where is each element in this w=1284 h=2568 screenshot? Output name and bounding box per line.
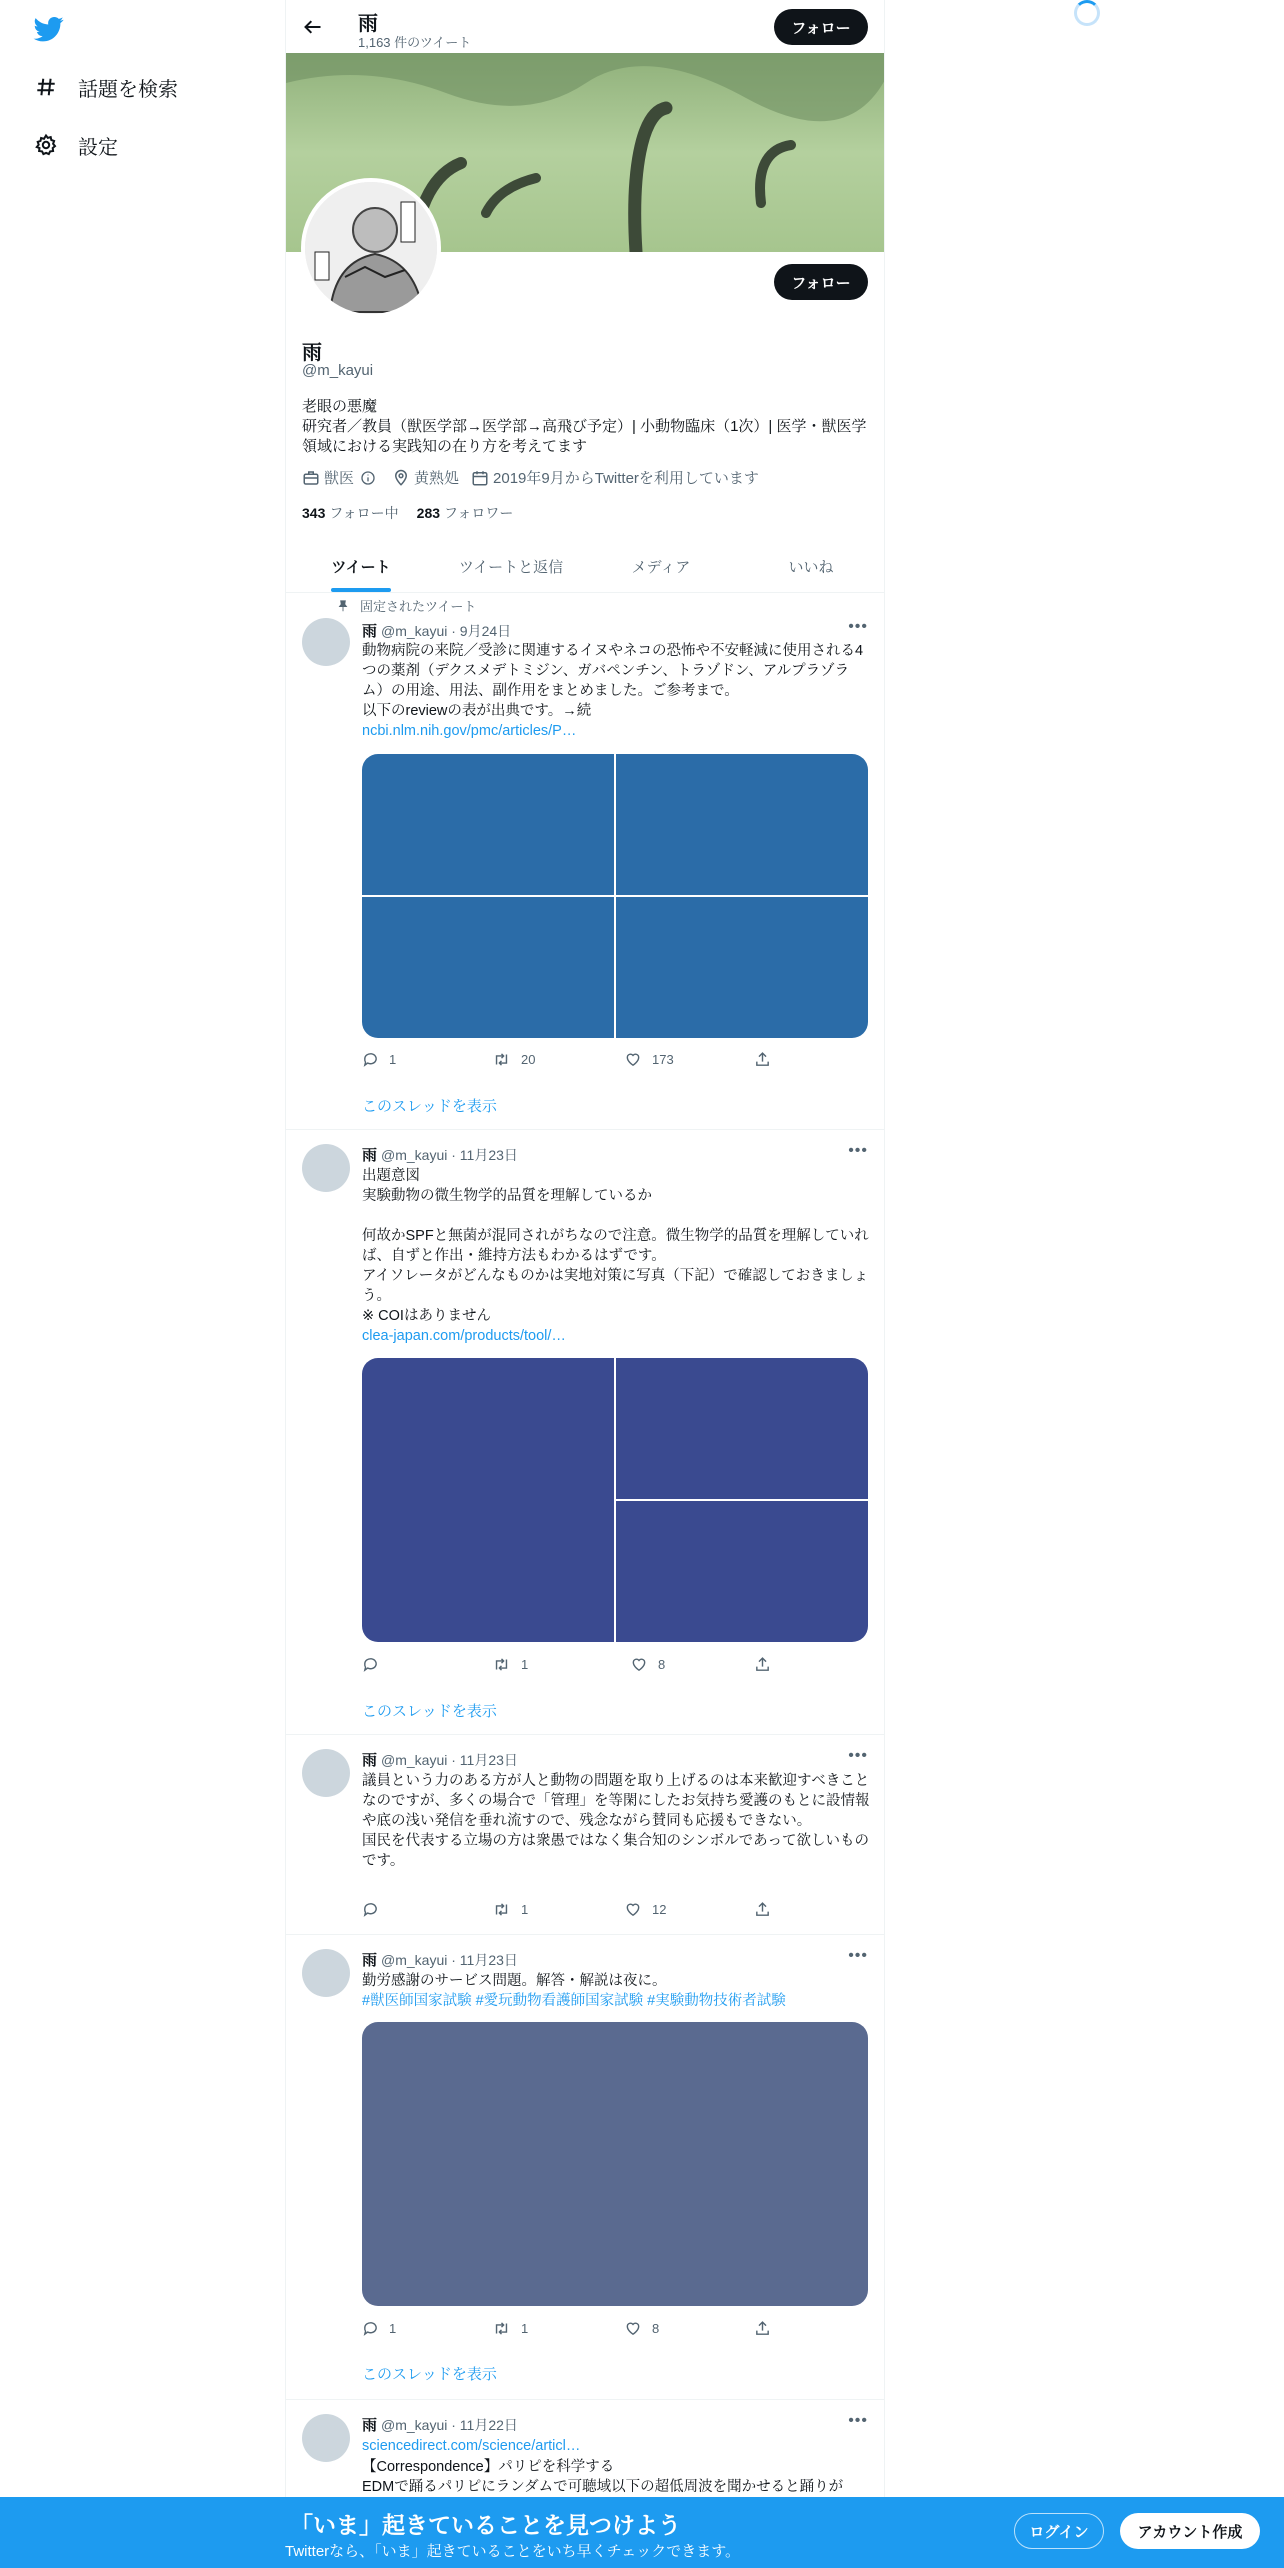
followers-count: 283 xyxy=(416,505,441,521)
tweet-image[interactable] xyxy=(362,754,614,895)
tweet-link[interactable]: sciencedirect.com/science/articl… xyxy=(362,2438,581,2454)
bio-line-2: 研究者／教員（獣医学部→医学部→高飛び予定）| 小動物臨床（1次）| 医学・獣医学領域における実践知の在り方を考えてます xyxy=(302,418,867,455)
tweet-header xyxy=(362,1949,518,1970)
share-button[interactable] xyxy=(754,1051,781,1068)
tab-likes[interactable]: いいね xyxy=(788,558,834,576)
retweet-count: 20 xyxy=(521,1052,536,1067)
tweet-image[interactable] xyxy=(616,1501,868,1642)
bio-line-1: 老眼の悪魔 xyxy=(302,398,378,415)
tweet-actions xyxy=(362,1901,802,1921)
profile-name: 雨 xyxy=(302,342,322,364)
nav-explore-label: 話題を検索 xyxy=(78,78,178,101)
tweet-author-handle[interactable]: @m_kayui xyxy=(381,623,448,639)
gear-icon xyxy=(34,133,58,157)
tweet[interactable] xyxy=(286,1935,885,2400)
tweet-avatar[interactable] xyxy=(302,2414,350,2462)
tweet-hashtags[interactable]: #獣医師国家試験 #愛玩動物看護師国家試験 #実験動物技術者試験 xyxy=(362,1993,786,2009)
more-options-icon[interactable]: ••• xyxy=(848,2412,868,2429)
nav-settings-label: 設定 xyxy=(78,136,118,159)
retweet-button[interactable] xyxy=(492,1051,535,1068)
tweet-actions xyxy=(362,1656,802,1676)
reply-button[interactable] xyxy=(362,1656,389,1673)
calendar-icon xyxy=(471,469,489,487)
like-count: 12 xyxy=(652,1902,667,1917)
tweet-link[interactable]: ncbi.nlm.nih.gov/pmc/articles/P… xyxy=(362,723,577,739)
hashtag-icon xyxy=(34,75,58,99)
like-count: 8 xyxy=(658,1657,666,1672)
loading-spinner-icon xyxy=(1074,0,1100,26)
login-button[interactable]: ログイン xyxy=(1014,2513,1104,2549)
signup-banner-title: 「いま」起きていることを見つけよう xyxy=(290,2512,681,2538)
more-options-icon[interactable]: ••• xyxy=(848,1947,868,1964)
profile-follow-stats xyxy=(302,503,531,523)
tab-tweets-and-replies[interactable]: ツイートと返信 xyxy=(458,558,564,576)
retweet-button[interactable] xyxy=(492,1901,528,1918)
tweet-media-grid xyxy=(362,754,868,1038)
show-thread-link[interactable]: このスレッドを表示 xyxy=(362,1703,497,1720)
reply-icon xyxy=(362,1901,379,1918)
tweet-avatar[interactable] xyxy=(302,1144,350,1192)
tweet-text: 動物病院の来院／受診に関連するイヌやネコの恐怖や不安軽減に使用される4つの薬剤（デクスメデトミジン、ガバペンチン、トラゾドン、アルプラゾラム）の用途、用法、副作用をまとめました。ご参考まで。 以下のreviewの表が出典です。→続 xyxy=(362,643,864,719)
like-button[interactable] xyxy=(630,1656,665,1673)
twitter-logo-icon[interactable] xyxy=(32,14,66,44)
profile-location xyxy=(392,467,459,488)
tab-media[interactable]: メディア xyxy=(631,558,691,576)
tweet-image[interactable] xyxy=(362,897,614,1038)
tweet-header xyxy=(362,1144,518,1165)
tweet-link[interactable]: clea-japan.com/products/tool/… xyxy=(362,1328,566,1344)
profile-follow-button[interactable]: フォロー xyxy=(774,264,868,300)
location-pin-icon xyxy=(392,469,410,487)
profile-joined-text: 2019年9月からTwitterを利用しています xyxy=(493,470,759,487)
tweet-avatar[interactable] xyxy=(302,1949,350,1997)
tweet-media-grid xyxy=(362,2022,868,2306)
profile-category xyxy=(302,467,380,488)
tweet-image[interactable] xyxy=(616,897,868,1038)
more-options-icon[interactable]: ••• xyxy=(848,1142,868,1159)
share-button[interactable] xyxy=(754,2320,781,2337)
tweet-date[interactable]: · 11月22日 xyxy=(451,2417,518,2433)
tweet-text: 【Correspondence】パリピを科学する EDMで踊るパリピにランダムで可聴域以下の超低周波を聞かせると踊りが xyxy=(362,2459,844,2495)
tweet-author-handle[interactable]: @m_kayui xyxy=(381,2417,448,2433)
tweet-header xyxy=(362,620,511,641)
profile-handle: @m_kayui xyxy=(302,362,374,379)
tweet-image[interactable] xyxy=(362,2022,868,2306)
retweet-button[interactable] xyxy=(492,1656,528,1673)
tweet-date[interactable]: · 11月23日 xyxy=(451,1752,518,1768)
profile-location-text: 黄熟処 xyxy=(414,470,460,487)
retweet-icon xyxy=(492,1901,511,1918)
retweet-button[interactable] xyxy=(492,2320,528,2337)
share-button[interactable] xyxy=(754,1656,781,1673)
heart-icon xyxy=(624,2320,642,2337)
profile-bio xyxy=(302,397,872,457)
briefcase-icon xyxy=(302,469,320,487)
nav-settings[interactable] xyxy=(34,128,118,162)
tweet[interactable] xyxy=(286,590,885,1130)
back-arrow-icon[interactable] xyxy=(300,14,326,40)
profile-category-text: 獣医 xyxy=(324,470,355,487)
heart-icon xyxy=(624,1051,642,1068)
signup-banner-subtitle: Twitterなら、「いま」起きていることをいち早くチェックできます。 xyxy=(285,2543,741,2560)
tweet-header xyxy=(362,2414,518,2435)
like-button[interactable] xyxy=(624,1901,666,1918)
share-icon xyxy=(754,2320,771,2337)
tweet-date[interactable]: · 11月23日 xyxy=(451,1952,518,1968)
tweet-author-name[interactable]: 雨 xyxy=(362,1147,378,1164)
signup-banner xyxy=(0,2497,1284,2568)
tweet-author-handle[interactable]: @m_kayui xyxy=(381,1147,448,1163)
followers-link[interactable] xyxy=(417,503,514,523)
tweet-author-name[interactable]: 雨 xyxy=(362,623,378,640)
tweet-date[interactable]: · 11月23日 xyxy=(451,1147,518,1163)
header-tweet-count: 1,163 件のツイート xyxy=(358,35,472,50)
reply-count: 1 xyxy=(389,2321,397,2336)
retweet-icon xyxy=(492,2320,511,2337)
profile-avatar[interactable] xyxy=(301,178,441,318)
reply-icon xyxy=(362,1656,379,1673)
tweet-author-name[interactable]: 雨 xyxy=(362,1752,378,1769)
info-icon[interactable] xyxy=(360,470,376,486)
reply-count: 1 xyxy=(389,1052,397,1067)
profile-timeline xyxy=(285,0,885,2568)
tweet[interactable] xyxy=(286,1735,885,1935)
retweet-icon xyxy=(492,1051,511,1068)
tweet[interactable] xyxy=(286,1130,885,1735)
tweet-avatar[interactable] xyxy=(302,618,350,666)
like-count: 8 xyxy=(652,2321,660,2336)
tweet-text: 出題意図 実験動物の微生物学的品質を理解しているか 何故かSPFと無菌が混同されがちなので注意。微生物学的品質を理解していれば、自ずと作出・維持方法もわかるはずです。 アイソレータがどんなものかは実地対策に写真（下記）で確認しておきましょう。 ※ COIはありません xyxy=(362,1168,869,1324)
following-link[interactable] xyxy=(302,503,399,523)
tweet-image[interactable] xyxy=(616,1358,868,1499)
retweet-count: 1 xyxy=(521,2321,529,2336)
show-thread-link[interactable]: このスレッドを表示 xyxy=(362,1098,497,1115)
tweet-image[interactable] xyxy=(616,754,868,895)
tweet-text: 勤労感謝のサービス問題。解答・解説は夜に。 xyxy=(362,1973,667,1989)
tweet-avatar[interactable] xyxy=(302,1749,350,1797)
tweet-actions xyxy=(362,2320,802,2340)
share-button[interactable] xyxy=(754,1901,781,1918)
like-button[interactable] xyxy=(624,1051,674,1068)
more-options-icon[interactable]: ••• xyxy=(848,618,868,635)
header-name: 雨 xyxy=(358,13,378,35)
tweet-author-handle[interactable]: @m_kayui xyxy=(381,1952,448,1968)
tweet-date[interactable]: · 9月24日 xyxy=(451,623,512,639)
tab-tweets[interactable]: ツイート xyxy=(286,540,436,592)
signup-button[interactable]: アカウント作成 xyxy=(1120,2513,1260,2549)
nav-explore[interactable] xyxy=(34,70,178,104)
reply-button[interactable] xyxy=(362,1051,396,1068)
followers-label: フォロワー xyxy=(444,505,514,521)
retweet-count: 1 xyxy=(521,1902,529,1917)
tweet-image[interactable] xyxy=(362,1358,614,1642)
like-count: 173 xyxy=(652,1052,674,1067)
header-follow-button[interactable]: フォロー xyxy=(774,9,868,45)
retweet-icon xyxy=(492,1656,511,1673)
tweet-media-grid xyxy=(362,1358,868,1642)
reply-icon xyxy=(362,2320,379,2337)
profile-header-bar xyxy=(286,0,885,53)
tweet-header xyxy=(362,1749,518,1770)
share-icon xyxy=(754,1656,771,1673)
heart-icon xyxy=(624,1901,642,1918)
share-icon xyxy=(754,1901,771,1918)
tweet-author-name[interactable]: 雨 xyxy=(362,1952,378,1969)
profile-meta xyxy=(302,467,771,488)
left-navigation xyxy=(0,0,285,2568)
heart-icon xyxy=(630,1656,648,1673)
tweet-actions xyxy=(362,1051,802,1071)
share-icon xyxy=(754,1051,771,1068)
following-count: 343 xyxy=(302,505,326,521)
tweet-text: 議員という力のある方が人と動物の問題を取り上げるのは本来歓迎すべきことなのですが、多くの場合で「管理」を等閑にしたお気持ち愛護のもとに設情報や底の浅い発信を垂れ流すので、残念ながら賛同も応援もできない。 国民を代表する立場の方は衆愚ではなく集合知のシンボルであって欲しいものです。 xyxy=(362,1773,870,1869)
show-thread-link[interactable]: このスレッドを表示 xyxy=(362,2366,497,2383)
reply-button[interactable] xyxy=(362,2320,396,2337)
tweet-author-name[interactable]: 雨 xyxy=(362,2417,378,2434)
profile-joined xyxy=(471,467,759,488)
following-label: フォロー中 xyxy=(329,505,399,521)
profile-tabs xyxy=(286,540,885,593)
retweet-count: 1 xyxy=(521,1657,529,1672)
reply-icon xyxy=(362,1051,379,1068)
tweet-author-handle[interactable]: @m_kayui xyxy=(381,1752,448,1768)
like-button[interactable] xyxy=(624,2320,659,2337)
more-options-icon[interactable]: ••• xyxy=(848,1747,868,1764)
pinned-label: 固定されたツイート xyxy=(360,599,477,614)
reply-button[interactable] xyxy=(362,1901,389,1918)
